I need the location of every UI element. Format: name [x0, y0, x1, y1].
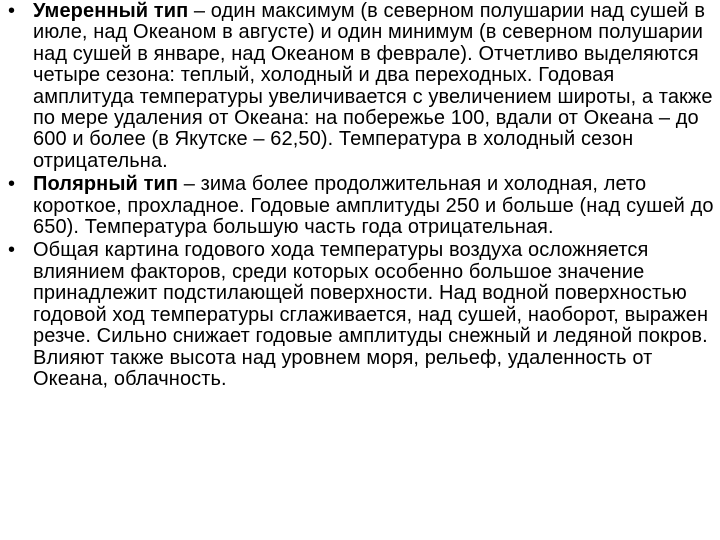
bullet-item-general [8, 240, 714, 390]
bullet-term: Умеренный тип [33, 0, 189, 22]
bullet-icon: • [8, 173, 16, 196]
bullet-icon: • [8, 239, 16, 262]
bullet-text: – один максимум (в северном полушарии над сушей в июле, над Океаном в августе) и один минимум (в северном полушарии над сушей в январе, над Океаном в феврале). Отчетливо выделяются четыре сезона: теплый, холодный и два переходных. Годовая амплитуда температуры увеличивается с увеличением широты, а также по мере удаления от Океана: на побережье 100, вдали от Океана – до 600 и более (в Якутске – 62,50). Температура в холодный сезон отрицательна. [33, 0, 713, 172]
bullet-item-temperate [8, 1, 714, 172]
bullet-text: Общая картина годового хода температуры воздуха осложняется влиянием факторов, среди которых особенно большое значение принадлежит подстилающей поверхности. Над водной поверхностью годовой ход температуры сглаживается, над сушей, наоборот, выражен резче. Сильно снижает годовые амплитуды снежный и ледяной покров. Влияют также высота над уровнем моря, рельеф, удаленность от Океана, облачность. [33, 239, 709, 390]
bullet-list [8, 1, 714, 390]
bullet-item-polar [8, 174, 714, 238]
bullet-text: – зима более продолжительная и холодная, лето короткое, прохладное. Годовые амплитуды 250 и больше (над сушей до 650). Температура большую часть года отрицательная. [33, 173, 714, 239]
bullet-icon: • [8, 0, 16, 22]
bullet-term: Полярный тип [33, 173, 179, 196]
